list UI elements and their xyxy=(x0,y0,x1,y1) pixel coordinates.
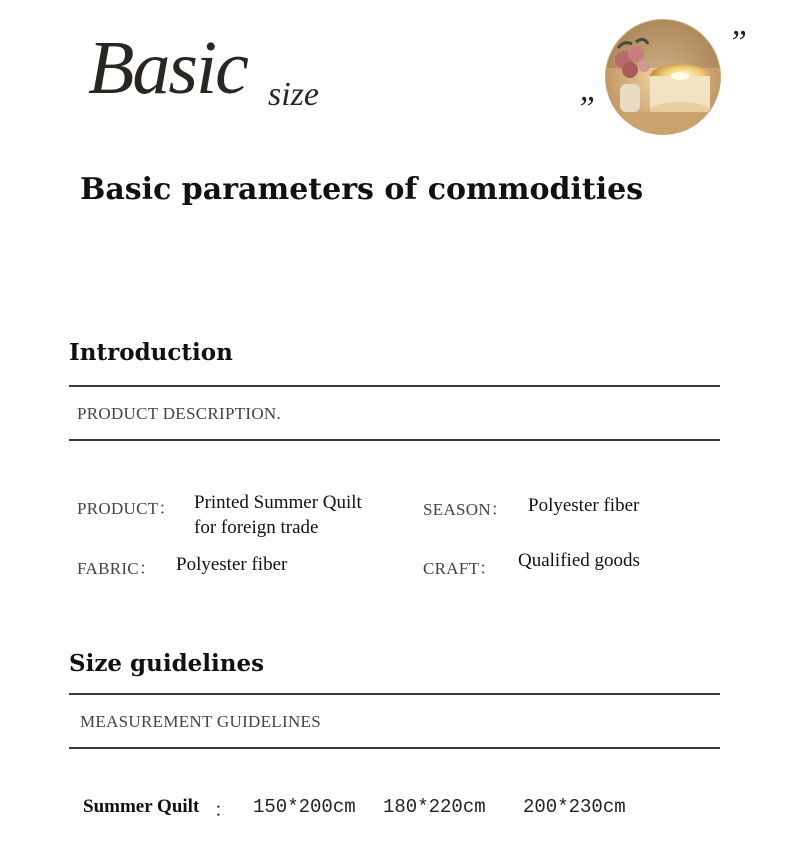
quote-mark-right: ” xyxy=(728,24,747,61)
size-row-label: Summer Quilt xyxy=(83,796,200,817)
size-option-3: 200*230cm xyxy=(523,796,626,818)
season-label: SEASON： xyxy=(423,500,509,519)
product-label: PRODUCT： xyxy=(77,499,176,518)
product-description-caption: PRODUCT DESCRIPTION. xyxy=(77,404,282,423)
season-value: Polyester fiber xyxy=(528,495,640,516)
brand-logo-main: Basic xyxy=(88,26,247,110)
craft-value: Qualified goods xyxy=(518,550,640,571)
fabric-value: Polyester fiber xyxy=(176,554,288,575)
page-headline: Basic parameters of commodities xyxy=(80,172,644,207)
size-guidelines-bottom-rule xyxy=(69,747,720,749)
quote-mark-left: ” xyxy=(576,90,595,127)
craft-label: CRAFT： xyxy=(423,559,497,578)
product-value-line1: Printed Summer Quilt xyxy=(194,492,362,513)
introduction-title: Introduction xyxy=(69,339,233,366)
brand-logo-sub: size xyxy=(268,76,319,113)
product-photo-circle xyxy=(604,18,722,136)
size-guidelines-title: Size guidelines xyxy=(69,650,265,677)
product-value-line2: for foreign trade xyxy=(194,517,319,538)
introduction-top-rule xyxy=(69,385,720,387)
fabric-label: FABRIC： xyxy=(77,559,157,578)
measurement-guidelines-caption: MEASUREMENT GUIDELINES xyxy=(80,712,321,731)
size-row-separator: ： xyxy=(214,800,234,822)
size-option-1: 150*200cm xyxy=(253,796,356,818)
size-guidelines-top-rule xyxy=(69,693,720,695)
size-option-2: 180*220cm xyxy=(383,796,486,818)
introduction-bottom-rule xyxy=(69,439,720,441)
